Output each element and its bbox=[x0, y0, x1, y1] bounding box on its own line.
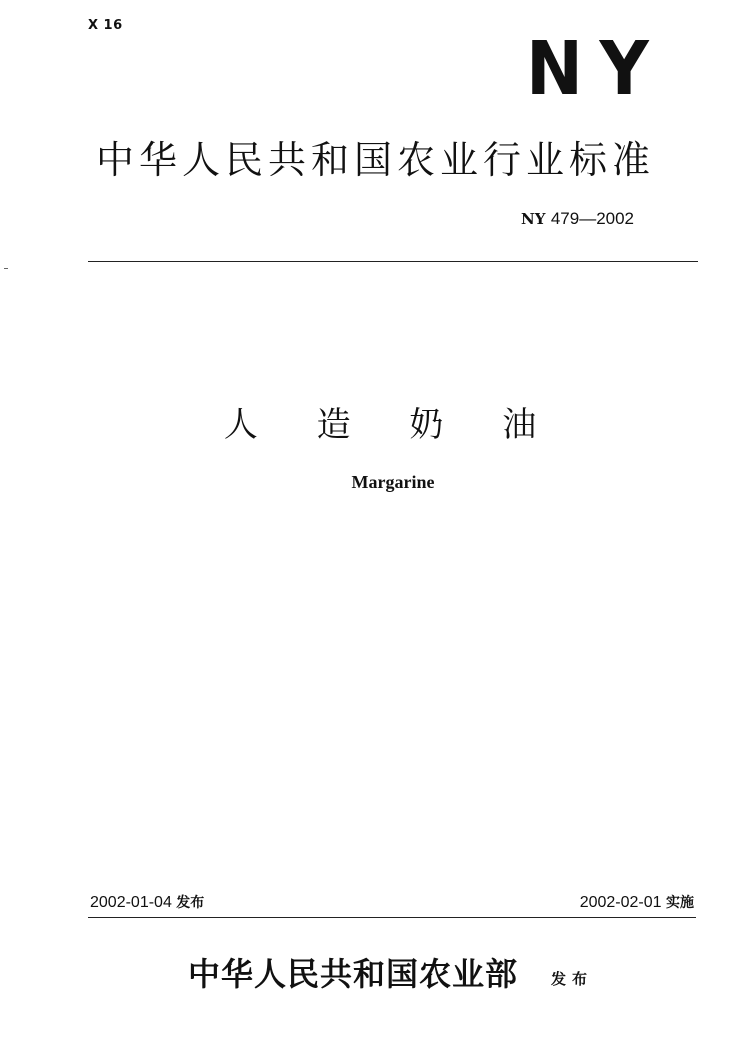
implement-label: 实施 bbox=[666, 895, 694, 911]
issue-date-line bbox=[90, 892, 204, 912]
ny-logo: NY bbox=[526, 26, 666, 112]
issue-label: 发布 bbox=[176, 895, 205, 911]
publisher-name: 中华人民共和国农业部 bbox=[188, 955, 519, 993]
standard-title: 中华人民共和国农业行业标准 bbox=[96, 138, 656, 182]
scan-mark bbox=[4, 268, 8, 269]
implement-date: 2002-02-01 bbox=[579, 894, 662, 911]
standard-number bbox=[521, 209, 634, 229]
standard-code: 479—2002 bbox=[550, 209, 635, 228]
document-title-en: Margarine bbox=[351, 472, 435, 492]
issue-date: 2002-01-04 bbox=[90, 894, 172, 911]
ics-code: X 16 bbox=[88, 18, 123, 33]
top-divider bbox=[88, 261, 698, 262]
bottom-divider bbox=[88, 917, 696, 918]
implement-date-line bbox=[580, 892, 694, 912]
standard-prefix: NY bbox=[521, 210, 546, 228]
document-title-cn: 人 造 奶 油 bbox=[223, 405, 561, 445]
publisher-label: 发布 bbox=[551, 970, 594, 988]
